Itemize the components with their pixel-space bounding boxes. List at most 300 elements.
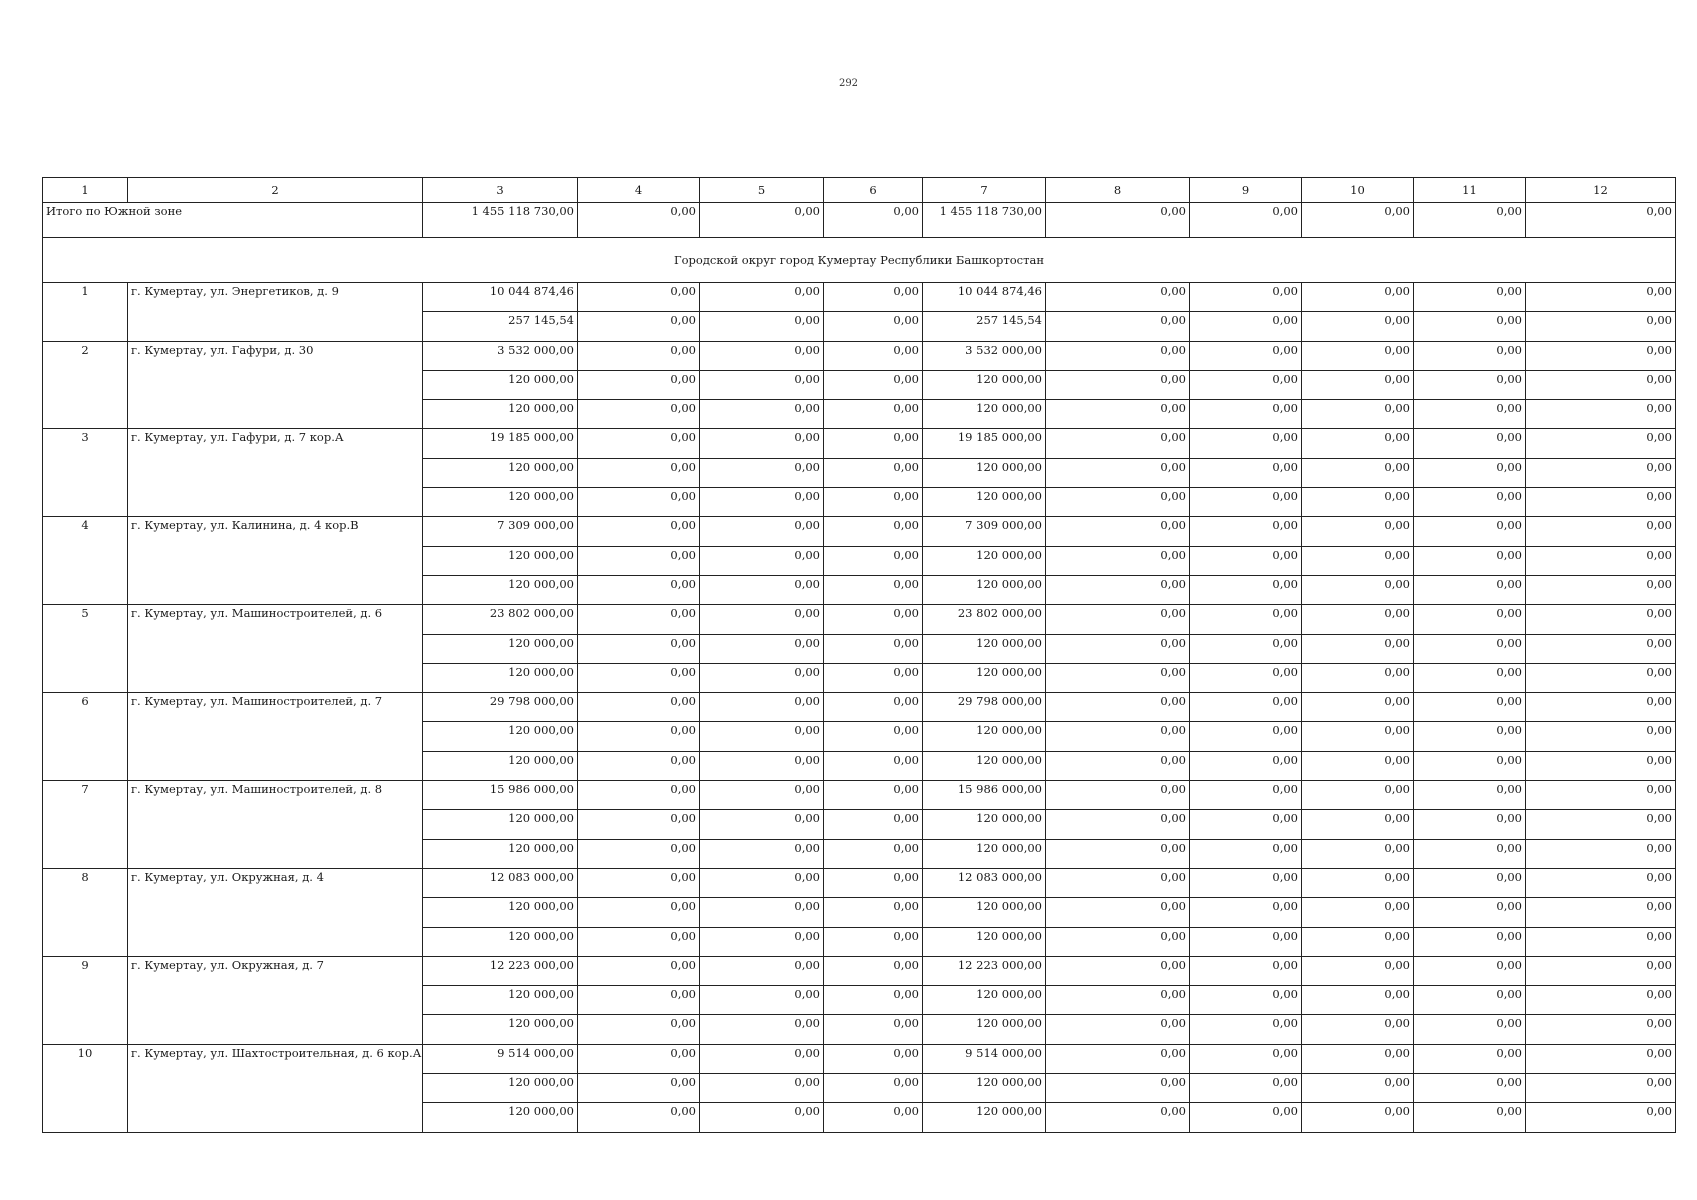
amount-cell: 0,00 [1526,429,1676,458]
amount-cell: 0,00 [1526,810,1676,839]
amount-cell: 0,00 [700,956,824,985]
amount-cell: 0,00 [1526,956,1676,985]
table-row [43,341,1676,370]
amount-cell: 3 532 000,00 [423,341,578,370]
amount-cell: 0,00 [578,751,700,780]
amount-cell: 0,00 [578,458,700,487]
table-row [43,517,1676,546]
amount-cell: 0,00 [578,1074,700,1103]
amount-cell: 0,00 [1414,312,1526,341]
amount-cell: 0,00 [1414,868,1526,897]
table-row [43,693,1676,722]
amount-cell: 120 000,00 [923,488,1046,517]
address-cell: г. Кумертау, ул. Окружная, д. 7 [128,956,423,1044]
amount-cell: 0,00 [1302,634,1414,663]
amount-cell: 0,00 [824,1103,923,1132]
amount-cell: 0,00 [824,810,923,839]
amount-cell: 0,00 [1302,546,1414,575]
amount-cell: 0,00 [1526,927,1676,956]
amount-cell: 0,00 [1414,663,1526,692]
amount-cell: 0,00 [1046,986,1190,1015]
amount-cell: 0,00 [1190,370,1302,399]
amount-cell: 0,00 [700,283,824,312]
amount-cell: 0,00 [824,693,923,722]
amount-cell: 0,00 [1302,751,1414,780]
amount-cell: 0,00 [1190,575,1302,604]
amount-cell: 120 000,00 [923,927,1046,956]
table-row [43,781,1676,810]
amount-cell: 0,00 [1190,751,1302,780]
amount-cell: 0,00 [1302,605,1414,634]
amount-cell: 0,00 [700,546,824,575]
total-cell: 0,00 [824,203,923,238]
amount-cell: 0,00 [1046,898,1190,927]
address-cell: г. Кумертау, ул. Гафури, д. 7 кор.А [128,429,423,517]
amount-cell: 0,00 [1190,605,1302,634]
row-number: 9 [43,956,128,1044]
amount-cell: 0,00 [1046,722,1190,751]
amount-cell: 120 000,00 [923,663,1046,692]
amount-cell: 0,00 [1046,1044,1190,1073]
amount-cell: 0,00 [1046,1103,1190,1132]
amount-cell: 0,00 [1526,693,1676,722]
amount-cell: 0,00 [1190,400,1302,429]
amount-cell: 0,00 [1190,1015,1302,1044]
amount-cell: 0,00 [1526,400,1676,429]
amount-cell: 0,00 [824,663,923,692]
address-cell: г. Кумертау, ул. Машиностроителей, д. 6 [128,605,423,693]
amount-cell: 19 185 000,00 [423,429,578,458]
amount-cell: 0,00 [1526,722,1676,751]
amount-cell: 0,00 [1046,283,1190,312]
amount-cell: 0,00 [824,634,923,663]
amount-cell: 120 000,00 [423,1074,578,1103]
amount-cell: 0,00 [1526,283,1676,312]
column-header: 8 [1046,178,1190,203]
total-cell: 0,00 [700,203,824,238]
table-row [43,956,1676,985]
amount-cell: 0,00 [578,370,700,399]
amount-cell: 0,00 [1046,634,1190,663]
amount-cell: 0,00 [578,868,700,897]
section-title: Городской округ город Кумертау Республики Башкортостан [43,238,1676,283]
address-cell: г. Кумертау, ул. Калинина, д. 4 кор.В [128,517,423,605]
amount-cell: 0,00 [1526,458,1676,487]
amount-cell: 0,00 [1046,370,1190,399]
amount-cell: 0,00 [578,488,700,517]
amount-cell: 0,00 [578,546,700,575]
amount-cell: 0,00 [1190,839,1302,868]
address-cell: г. Кумертау, ул. Машиностроителей, д. 8 [128,781,423,869]
amount-cell: 10 044 874,46 [923,283,1046,312]
total-cell: 0,00 [1046,203,1190,238]
amount-cell: 120 000,00 [423,1103,578,1132]
amount-cell: 9 514 000,00 [423,1044,578,1073]
amount-cell: 0,00 [700,370,824,399]
amount-cell: 0,00 [1190,663,1302,692]
total-label: Итого по Южной зоне [43,203,423,238]
amount-cell: 120 000,00 [423,898,578,927]
table-row [43,605,1676,634]
amount-cell: 0,00 [1526,312,1676,341]
amount-cell: 120 000,00 [423,722,578,751]
amount-cell: 7 309 000,00 [423,517,578,546]
amount-cell: 12 223 000,00 [423,956,578,985]
amount-cell: 0,00 [1526,370,1676,399]
amount-cell: 0,00 [1190,517,1302,546]
amount-cell: 0,00 [578,283,700,312]
amount-cell: 12 083 000,00 [423,868,578,897]
amount-cell: 0,00 [824,370,923,399]
amount-cell: 0,00 [1046,517,1190,546]
amount-cell: 0,00 [1526,575,1676,604]
amount-cell: 0,00 [824,781,923,810]
amount-cell: 0,00 [578,722,700,751]
column-header: 4 [578,178,700,203]
amount-cell: 0,00 [1190,722,1302,751]
amount-cell: 0,00 [1526,663,1676,692]
amount-cell: 0,00 [578,605,700,634]
amount-cell: 0,00 [1526,868,1676,897]
total-cell: 1 455 118 730,00 [923,203,1046,238]
amount-cell: 0,00 [1046,488,1190,517]
amount-cell: 0,00 [1190,868,1302,897]
amount-cell: 0,00 [1414,722,1526,751]
amount-cell: 0,00 [1414,1074,1526,1103]
amount-cell: 0,00 [578,575,700,604]
amount-cell: 0,00 [700,781,824,810]
amount-cell: 0,00 [1302,986,1414,1015]
amount-cell: 120 000,00 [423,751,578,780]
amount-cell: 120 000,00 [423,1015,578,1044]
amount-cell: 0,00 [1046,1015,1190,1044]
amount-cell: 0,00 [1046,1074,1190,1103]
amount-cell: 0,00 [1302,1074,1414,1103]
amount-cell: 0,00 [700,986,824,1015]
amount-cell: 0,00 [1302,693,1414,722]
amount-cell: 0,00 [1046,312,1190,341]
amount-cell: 120 000,00 [423,370,578,399]
amount-cell: 0,00 [824,839,923,868]
amount-cell: 0,00 [700,400,824,429]
amount-cell: 120 000,00 [923,400,1046,429]
amount-cell: 120 000,00 [923,634,1046,663]
amount-cell: 0,00 [1302,575,1414,604]
amount-cell: 0,00 [1526,634,1676,663]
amount-cell: 0,00 [1302,956,1414,985]
amount-cell: 0,00 [1302,488,1414,517]
row-number: 4 [43,517,128,605]
amount-cell: 0,00 [824,751,923,780]
address-cell: г. Кумертау, ул. Окружная, д. 4 [128,868,423,956]
amount-cell: 0,00 [578,986,700,1015]
amount-cell: 0,00 [700,1015,824,1044]
amount-cell: 0,00 [1414,429,1526,458]
amount-cell: 0,00 [1526,751,1676,780]
amount-cell: 0,00 [1302,722,1414,751]
amount-cell: 0,00 [1414,693,1526,722]
amount-cell: 0,00 [1046,810,1190,839]
amount-cell: 0,00 [700,839,824,868]
table-row [43,868,1676,897]
amount-cell: 0,00 [1046,927,1190,956]
amount-cell: 0,00 [1046,663,1190,692]
amount-cell: 120 000,00 [923,898,1046,927]
amount-cell: 0,00 [1046,868,1190,897]
column-header: 9 [1190,178,1302,203]
amount-cell: 120 000,00 [423,986,578,1015]
amount-cell: 0,00 [1414,956,1526,985]
column-header: 12 [1526,178,1676,203]
amount-cell: 0,00 [700,722,824,751]
total-cell: 0,00 [1190,203,1302,238]
table-row [43,1044,1676,1073]
amount-cell: 0,00 [1302,517,1414,546]
amount-cell: 0,00 [578,927,700,956]
amount-cell: 0,00 [1190,810,1302,839]
amount-cell: 0,00 [1414,751,1526,780]
amount-cell: 0,00 [1302,341,1414,370]
amount-cell: 120 000,00 [923,575,1046,604]
amount-cell: 0,00 [578,517,700,546]
amount-cell: 0,00 [1046,693,1190,722]
amount-cell: 0,00 [1190,1044,1302,1073]
amount-cell: 0,00 [1302,1015,1414,1044]
amount-cell: 0,00 [578,312,700,341]
amount-cell: 120 000,00 [423,488,578,517]
amount-cell: 0,00 [1046,458,1190,487]
amount-cell: 0,00 [1190,458,1302,487]
amount-cell: 0,00 [1414,986,1526,1015]
amount-cell: 120 000,00 [923,1015,1046,1044]
amount-cell: 0,00 [1190,1074,1302,1103]
column-header: 5 [700,178,824,203]
amount-cell: 0,00 [1046,429,1190,458]
amount-cell: 0,00 [700,341,824,370]
amount-cell: 12 223 000,00 [923,956,1046,985]
amount-cell: 0,00 [700,1103,824,1132]
amount-cell: 0,00 [1414,370,1526,399]
amount-cell: 0,00 [1302,458,1414,487]
amount-cell: 0,00 [1302,283,1414,312]
amount-cell: 0,00 [1526,517,1676,546]
amount-cell: 0,00 [1190,634,1302,663]
amount-cell: 0,00 [700,458,824,487]
amount-cell: 0,00 [1190,429,1302,458]
amount-cell: 0,00 [1302,927,1414,956]
total-cell: 0,00 [1414,203,1526,238]
amount-cell: 0,00 [1190,341,1302,370]
amount-cell: 0,00 [1302,400,1414,429]
amount-cell: 0,00 [700,927,824,956]
amount-cell: 0,00 [578,634,700,663]
column-header: 1 [43,178,128,203]
amount-cell: 0,00 [824,956,923,985]
amount-cell: 0,00 [824,488,923,517]
amount-cell: 0,00 [824,1044,923,1073]
amount-cell: 0,00 [1302,429,1414,458]
column-header: 11 [1414,178,1526,203]
row-number: 1 [43,283,128,342]
table-row [43,429,1676,458]
amount-cell: 0,00 [824,1015,923,1044]
amount-cell: 120 000,00 [923,370,1046,399]
total-row [43,203,1676,238]
amount-cell: 0,00 [1046,546,1190,575]
amount-cell: 0,00 [700,1044,824,1073]
amount-cell: 120 000,00 [923,839,1046,868]
amount-cell: 12 083 000,00 [923,868,1046,897]
column-header: 6 [824,178,923,203]
amount-cell: 0,00 [578,663,700,692]
amount-cell: 120 000,00 [923,751,1046,780]
amount-cell: 0,00 [1526,341,1676,370]
amount-cell: 10 044 874,46 [423,283,578,312]
amount-cell: 0,00 [824,458,923,487]
amount-cell: 0,00 [1046,956,1190,985]
amount-cell: 0,00 [1046,575,1190,604]
amount-cell: 0,00 [824,429,923,458]
column-header: 10 [1302,178,1414,203]
amount-cell: 0,00 [1526,546,1676,575]
amount-cell: 0,00 [1414,575,1526,604]
amount-cell: 0,00 [1046,839,1190,868]
amount-cell: 120 000,00 [423,927,578,956]
amount-cell: 0,00 [1526,605,1676,634]
amount-cell: 120 000,00 [923,986,1046,1015]
amount-cell: 257 145,54 [923,312,1046,341]
section-row [43,238,1676,283]
amount-cell: 0,00 [578,1103,700,1132]
row-number: 8 [43,868,128,956]
amount-cell: 0,00 [824,283,923,312]
amount-cell: 0,00 [1526,986,1676,1015]
amount-cell: 0,00 [578,341,700,370]
amount-cell: 0,00 [1190,546,1302,575]
amount-cell: 0,00 [1526,1044,1676,1073]
amount-cell: 0,00 [824,400,923,429]
amount-cell: 29 798 000,00 [923,693,1046,722]
amount-cell: 23 802 000,00 [423,605,578,634]
amount-cell: 0,00 [824,517,923,546]
amount-cell: 0,00 [824,986,923,1015]
amount-cell: 0,00 [1414,341,1526,370]
amount-cell: 0,00 [1302,312,1414,341]
amount-cell: 0,00 [700,663,824,692]
amount-cell: 0,00 [1046,751,1190,780]
amount-cell: 0,00 [578,839,700,868]
amount-cell: 120 000,00 [423,546,578,575]
amount-cell: 0,00 [1190,927,1302,956]
amount-cell: 0,00 [700,693,824,722]
amount-cell: 0,00 [700,898,824,927]
amount-cell: 0,00 [1414,488,1526,517]
row-number: 7 [43,781,128,869]
amount-cell: 0,00 [1302,781,1414,810]
amount-cell: 19 185 000,00 [923,429,1046,458]
total-cell: 0,00 [1526,203,1676,238]
amount-cell: 0,00 [1526,781,1676,810]
amount-cell: 0,00 [1302,810,1414,839]
amount-cell: 0,00 [1414,458,1526,487]
amount-cell: 0,00 [578,429,700,458]
amount-cell: 120 000,00 [423,663,578,692]
amount-cell: 0,00 [1526,898,1676,927]
amount-cell: 0,00 [824,1074,923,1103]
amount-cell: 0,00 [578,810,700,839]
amount-cell: 0,00 [1414,1044,1526,1073]
amount-cell: 0,00 [1302,1103,1414,1132]
amount-cell: 0,00 [1414,400,1526,429]
amount-cell: 120 000,00 [423,458,578,487]
amount-cell: 0,00 [1414,546,1526,575]
amount-cell: 0,00 [1414,810,1526,839]
amount-cell: 0,00 [1414,839,1526,868]
amount-cell: 120 000,00 [423,810,578,839]
amount-cell: 0,00 [700,868,824,897]
amount-cell: 0,00 [1190,898,1302,927]
amount-cell: 0,00 [1414,283,1526,312]
amount-cell: 0,00 [1046,400,1190,429]
amount-cell: 0,00 [1526,488,1676,517]
row-number: 5 [43,605,128,693]
amount-cell: 0,00 [1190,986,1302,1015]
page-number: 292 [838,78,859,89]
amount-cell: 0,00 [1414,634,1526,663]
amount-cell: 0,00 [1302,868,1414,897]
amount-cell: 0,00 [1526,1074,1676,1103]
amount-cell: 0,00 [1302,1044,1414,1073]
amount-cell: 0,00 [578,1015,700,1044]
amount-cell: 0,00 [1414,927,1526,956]
amount-cell: 0,00 [1190,956,1302,985]
total-cell: 0,00 [578,203,700,238]
address-cell: г. Кумертау, ул. Гафури, д. 30 [128,341,423,429]
amount-cell: 0,00 [700,605,824,634]
amount-cell: 0,00 [578,781,700,810]
row-number: 6 [43,693,128,781]
amount-cell: 0,00 [824,341,923,370]
amount-cell: 0,00 [1302,839,1414,868]
column-header: 7 [923,178,1046,203]
amount-cell: 0,00 [824,546,923,575]
amount-cell: 15 986 000,00 [423,781,578,810]
amount-cell: 0,00 [1190,693,1302,722]
amount-cell: 7 309 000,00 [923,517,1046,546]
total-cell: 1 455 118 730,00 [423,203,578,238]
amount-cell: 0,00 [1414,517,1526,546]
amount-cell: 0,00 [1414,1015,1526,1044]
amount-cell: 0,00 [1526,1015,1676,1044]
table-body [43,178,1676,1133]
amount-cell: 0,00 [1046,341,1190,370]
amount-cell: 0,00 [1302,663,1414,692]
amount-cell: 23 802 000,00 [923,605,1046,634]
amount-cell: 0,00 [700,517,824,546]
amount-cell: 0,00 [578,898,700,927]
amount-cell: 120 000,00 [923,1103,1046,1132]
amount-cell: 120 000,00 [923,1074,1046,1103]
amount-cell: 0,00 [1302,370,1414,399]
amount-cell: 120 000,00 [923,546,1046,575]
amount-cell: 0,00 [700,312,824,341]
amount-cell: 120 000,00 [923,722,1046,751]
amount-cell: 0,00 [824,605,923,634]
amount-cell: 120 000,00 [423,400,578,429]
amount-cell: 0,00 [578,956,700,985]
amount-cell: 0,00 [700,634,824,663]
address-cell: г. Кумертау, ул. Энергетиков, д. 9 [128,283,423,342]
